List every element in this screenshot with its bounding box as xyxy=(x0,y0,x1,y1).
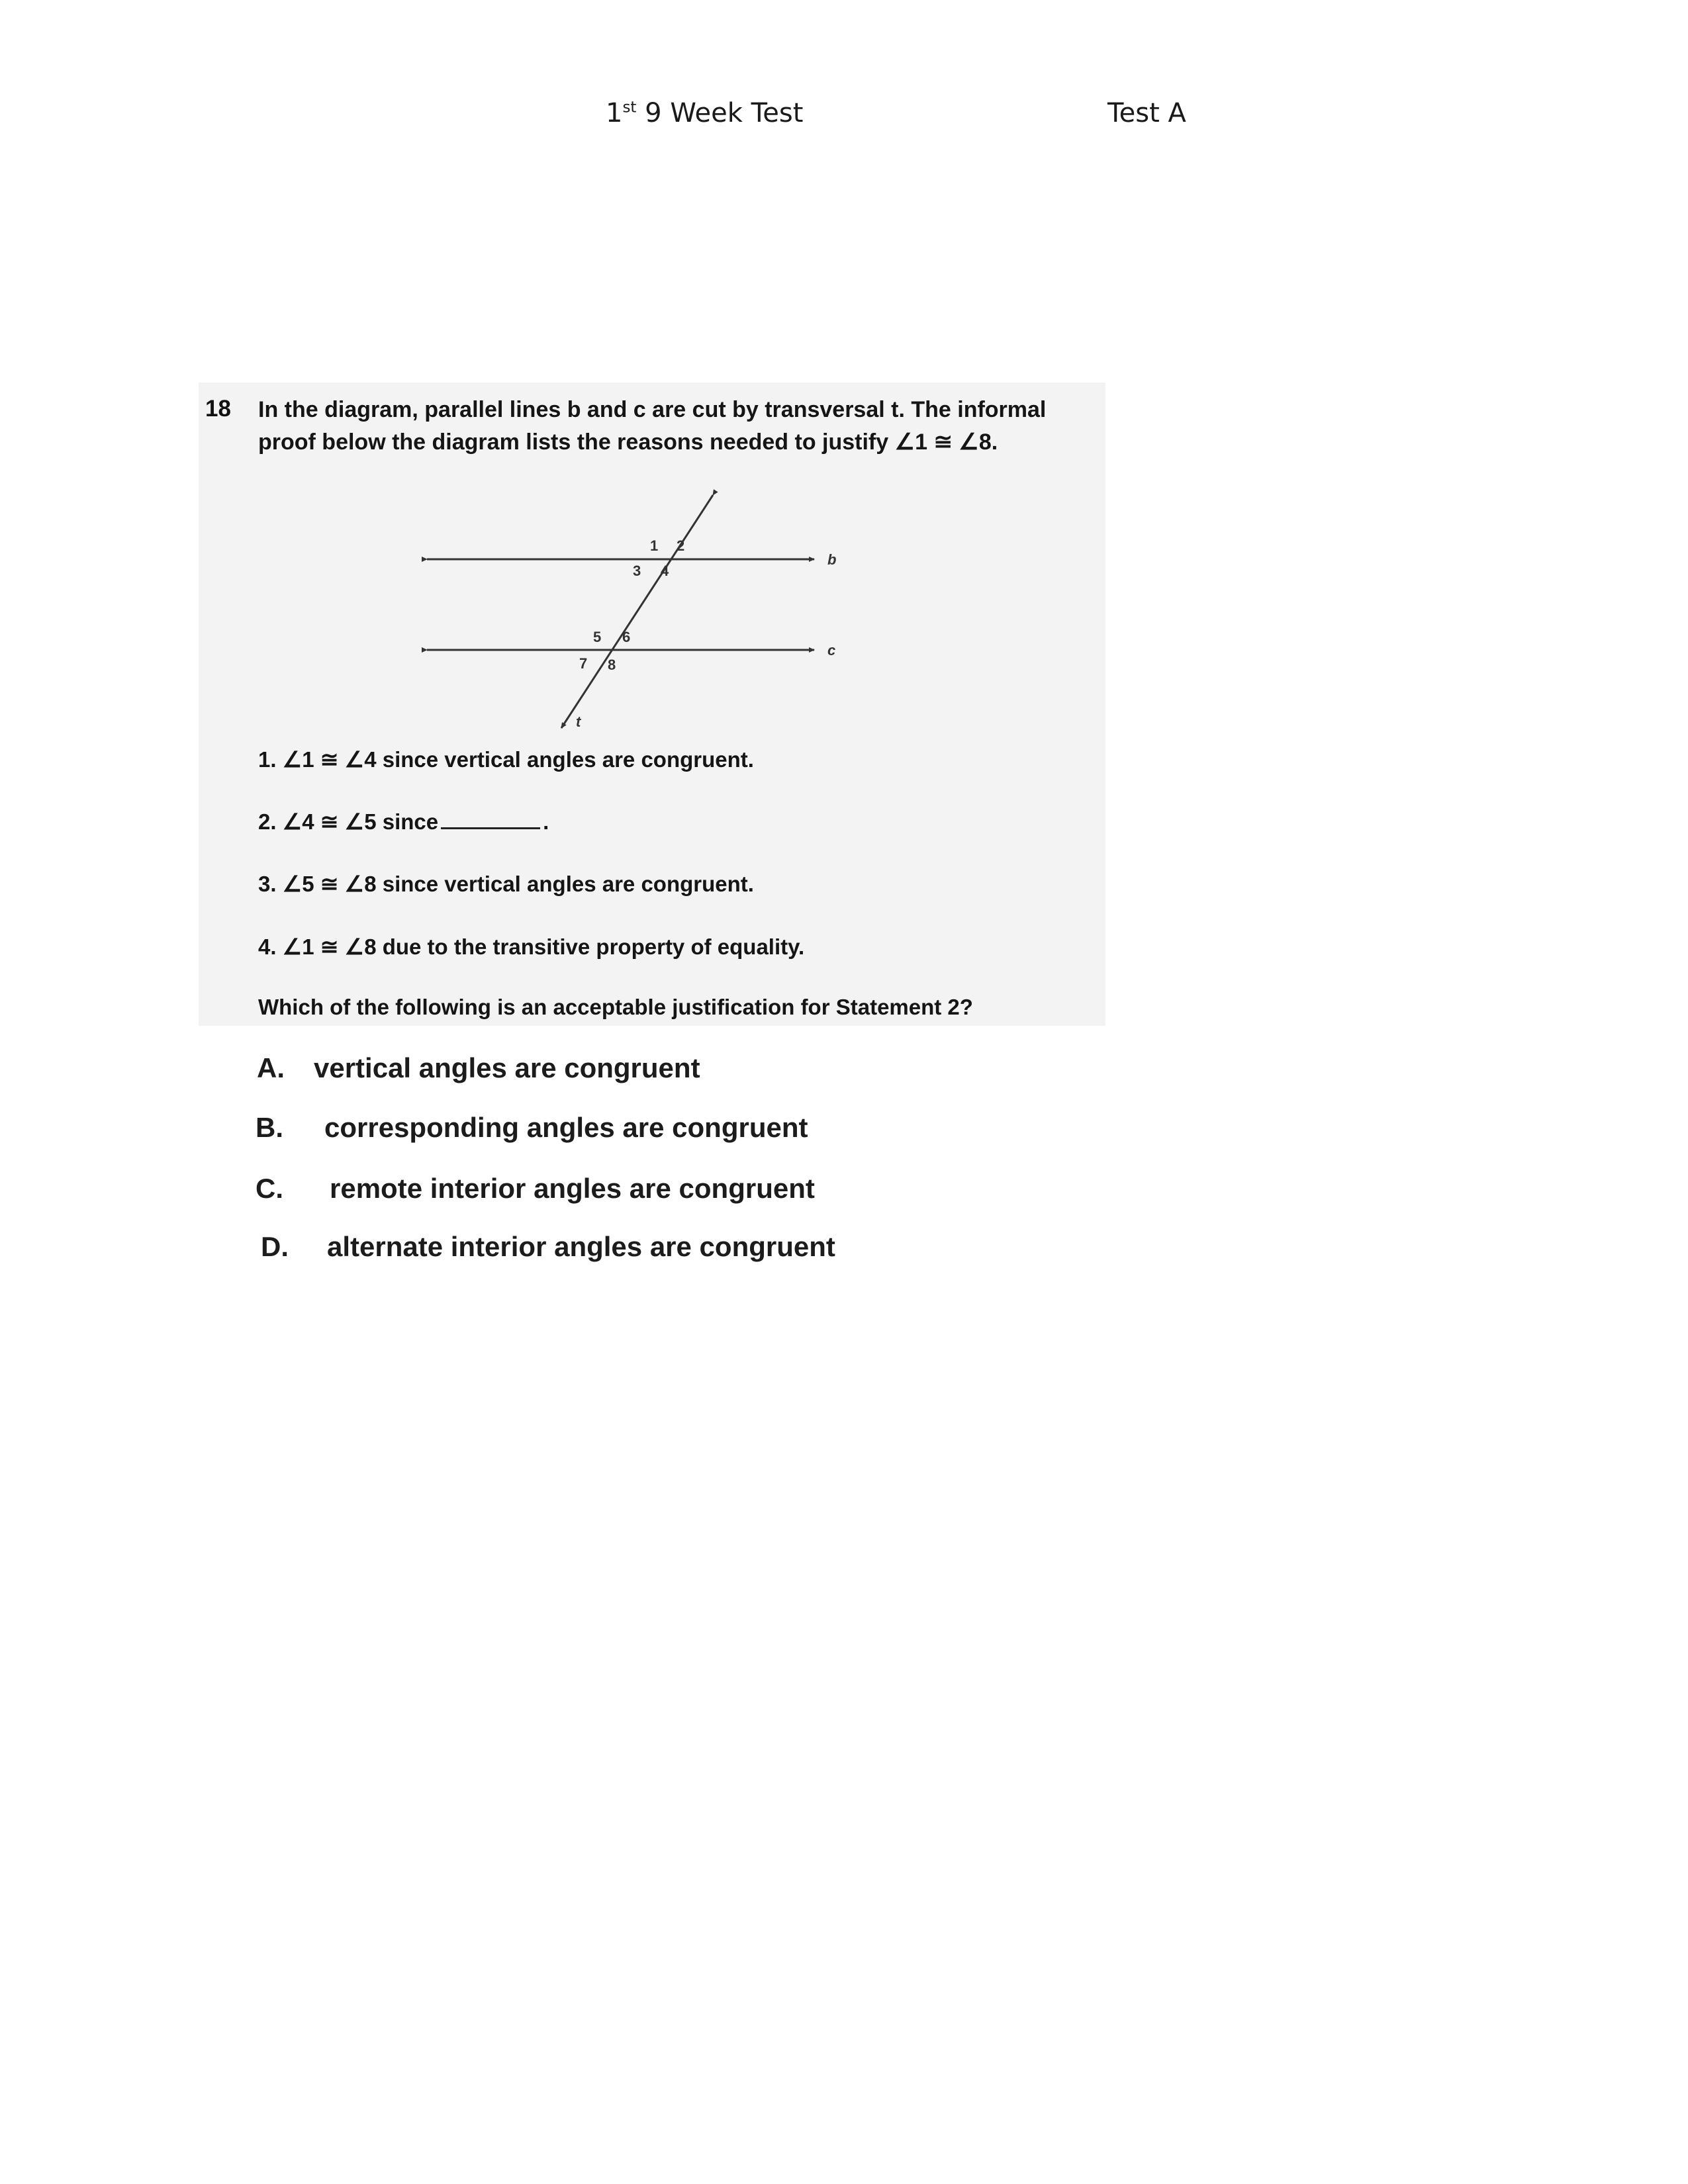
line-c-label: c xyxy=(827,642,836,659)
proof-statement-2-end: . xyxy=(543,809,549,834)
transversal-t xyxy=(561,495,713,728)
angle-label-3: 3 xyxy=(633,563,641,579)
angle-label-6: 6 xyxy=(622,629,631,645)
option-letter: C. xyxy=(256,1173,283,1204)
answer-blank xyxy=(441,827,540,829)
angle-label-8: 8 xyxy=(608,657,616,673)
proof-statement-4: 4. ∠1 ≅ ∠8 due to the transitive property of equality. xyxy=(258,934,805,959)
angle-label-7: 7 xyxy=(579,655,588,672)
transversal-t-label: t xyxy=(576,713,581,730)
test-title-text: 9 Week Test xyxy=(636,98,804,128)
option-text: alternate interior angles are congruent xyxy=(327,1231,835,1262)
angle-label-2: 2 xyxy=(677,537,685,554)
proof-statement-2-text: 2. ∠4 ≅ ∠5 since xyxy=(258,809,439,834)
question-prompt: Which of the following is an acceptable justification for Statement 2? xyxy=(258,995,973,1019)
option-letter: D. xyxy=(261,1231,289,1262)
test-title-ordinal: st xyxy=(622,99,637,116)
question-stem-line-2: proof below the diagram lists the reasons needed to justify ∠1 ≅ ∠8. xyxy=(258,430,998,455)
parallel-lines-diagram xyxy=(410,477,861,741)
proof-statement-1: 1. ∠1 ≅ ∠4 since vertical angles are congruent. xyxy=(258,747,754,772)
proof-statement-3: 3. ∠5 ≅ ∠8 since vertical angles are congruent. xyxy=(258,872,754,896)
question-number: 18 xyxy=(205,396,231,422)
test-title xyxy=(606,98,803,128)
angle-label-1: 1 xyxy=(650,537,659,554)
line-b-label: b xyxy=(827,551,837,568)
option-letter: A. xyxy=(257,1052,285,1083)
option-text: corresponding angles are congruent xyxy=(324,1112,808,1143)
test-title-number: 1 xyxy=(606,98,623,128)
option-letter: B. xyxy=(256,1112,283,1143)
angle-label-5: 5 xyxy=(593,629,602,645)
option-text: remote interior angles are congruent xyxy=(330,1173,815,1204)
angle-label-4: 4 xyxy=(661,563,669,579)
option-text: vertical angles are congruent xyxy=(314,1052,700,1083)
test-version: Test A xyxy=(1107,98,1186,128)
question-stem-line-1: In the diagram, parallel lines b and c are cut by transversal t. The informal xyxy=(258,397,1047,422)
proof-statement-2 xyxy=(258,809,549,835)
